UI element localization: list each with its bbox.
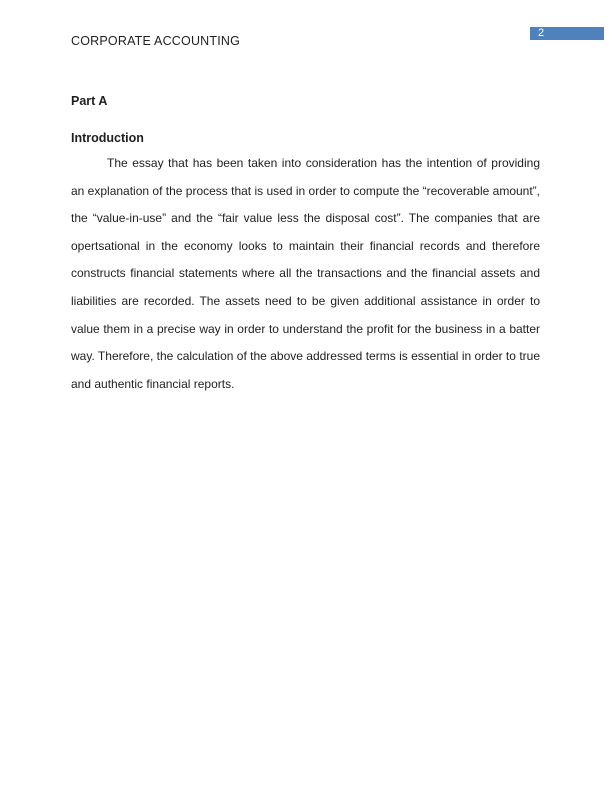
heading-part-a: Part A	[71, 94, 108, 108]
intro-paragraph: The essay that has been taken into consideration has the intention of providing an explanation of the process that is used in order to compute the “recoverable amount”, the “value-in-use” and the “fair value less the disposal cost”. The companies that are opertsational in the economy looks to maintain their financial records and therefore constructs financial statements where all the transactions and the financial assets and liabilities are recorded. The assets need to be given additional assistance in order to value them in a precise way in order to understand the profit for the business in a batter way. Therefore, the calculation of the above addressed terms is essential in order to true and authentic financial reports.	[71, 156, 540, 391]
page-number: 2	[538, 27, 545, 39]
page-number-badge	[530, 27, 604, 40]
heading-introduction: Introduction	[71, 131, 144, 145]
header-title: CORPORATE ACCOUNTING	[71, 34, 241, 48]
